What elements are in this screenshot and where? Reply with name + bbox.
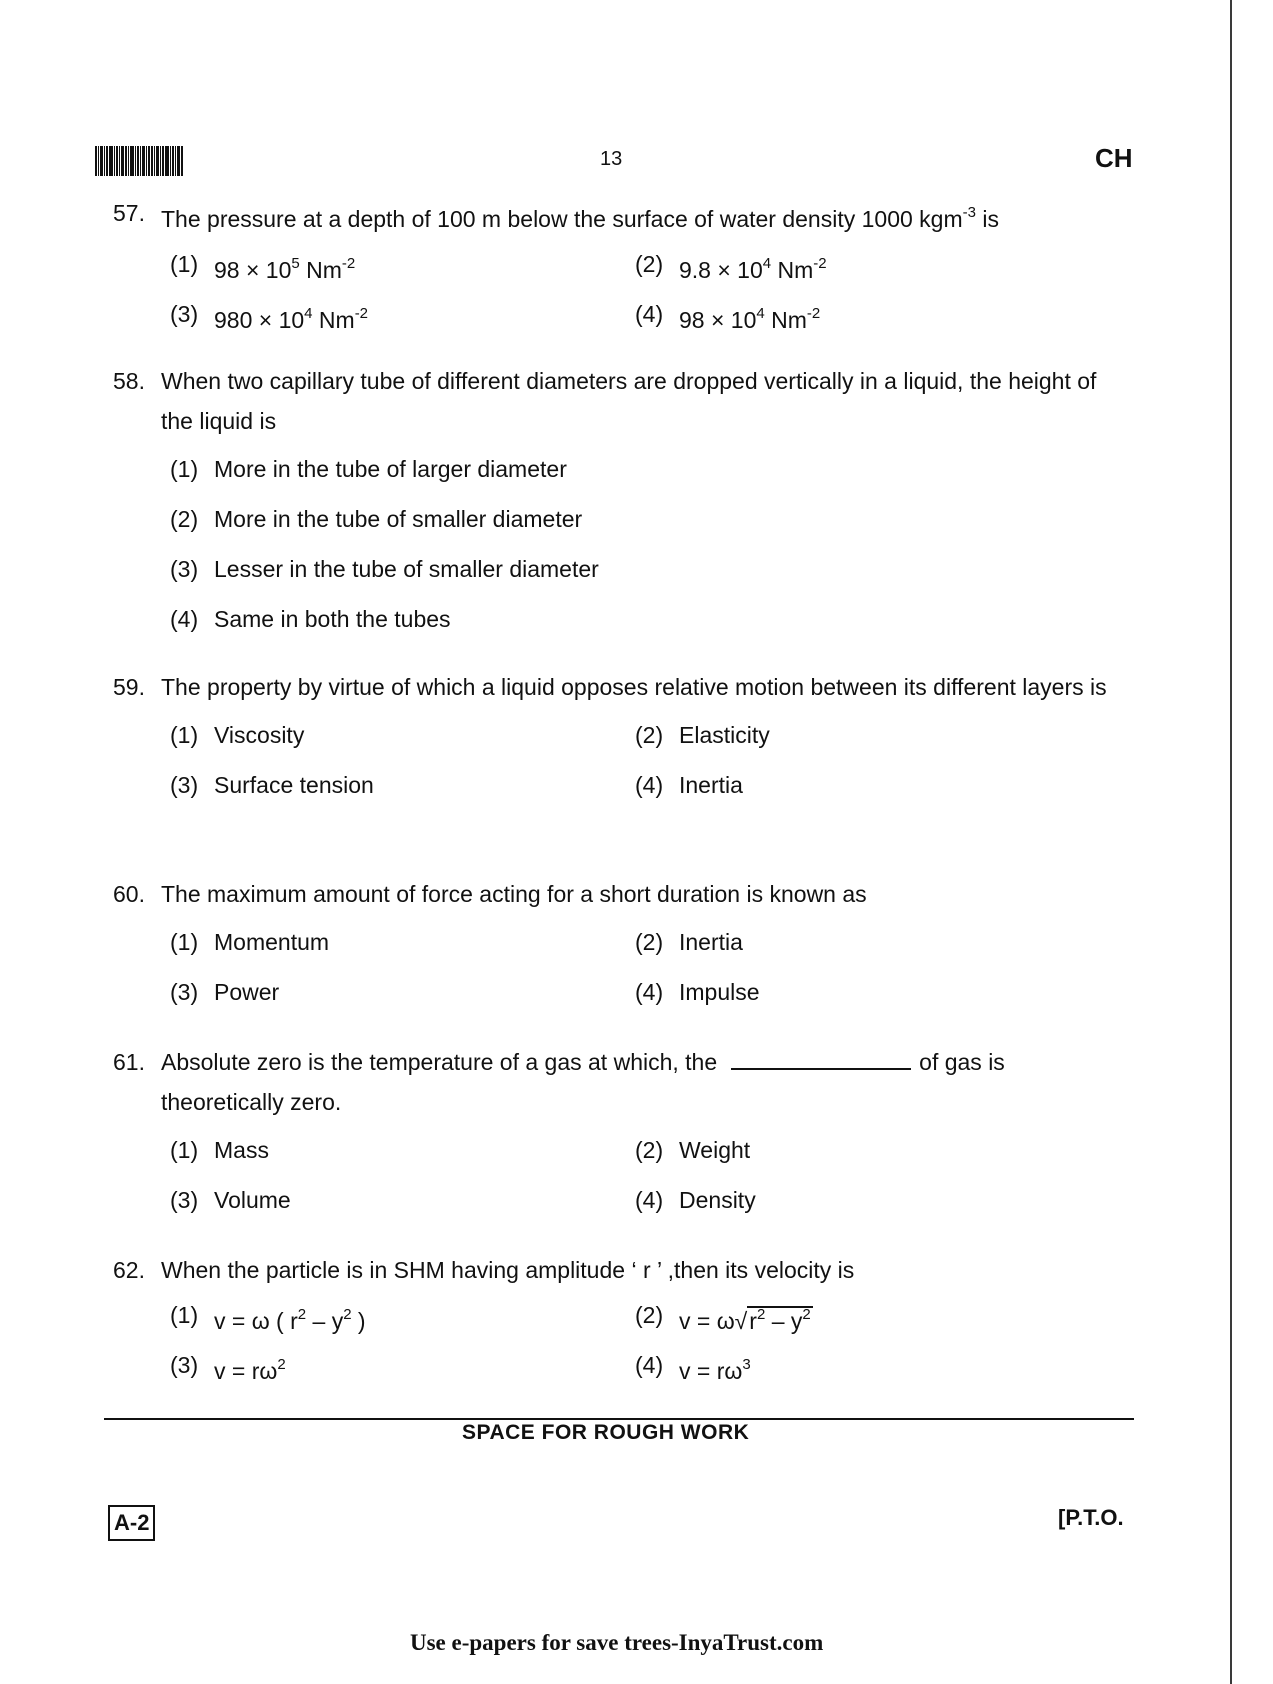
question-61 [113, 1042, 1113, 1225]
question-number: 62. [113, 1257, 145, 1283]
question-number: 59. [113, 674, 145, 700]
rough-work-label: SPACE FOR ROUGH WORK [462, 1421, 750, 1444]
question-text: When the particle is in SHM having amplitude ‘ r ’ ,then its velocity is [161, 1257, 855, 1283]
page-number: 13 [600, 148, 623, 170]
option-4: (4) $98 \times 10^4$ $Nm^{-2}$ [635, 301, 821, 333]
question-number: 58. [113, 368, 145, 394]
pto-label: [P.T.O. [1058, 1505, 1124, 1530]
question-number: 60. [113, 881, 145, 907]
question-57 [113, 193, 1113, 342]
option-2: (2) Weight [635, 1137, 751, 1163]
question-text: The property by virtue of which a liquid opposes relative motion between its different layers is [161, 674, 1107, 700]
question-number: 57. [113, 200, 145, 226]
option-2: (2) $9.8 \times 10^4$ $Nm^{-2}$ [635, 251, 827, 283]
option-2: (2) $v = \omega√r^2 - y^2$ [635, 1295, 813, 1341]
option-2: (2) More in the tube of smaller diameter [170, 506, 583, 532]
option-1: (1) More in the tube of larger diameter [170, 456, 567, 482]
option-1: (1) $98 \times 10^5$ $Nm^{-2}$ [170, 251, 356, 283]
question-62 [113, 1250, 1113, 1393]
option-1: (1) Mass [170, 1137, 269, 1163]
question-text: When two capillary tube of different diameters are dropped vertically in a liquid, the height of the liquid is [161, 368, 1097, 434]
option-4: (4) Density [635, 1187, 756, 1213]
footer-note: Use e-papers for save trees-InyaTrust.com [410, 1630, 824, 1655]
divider [104, 1418, 1134, 1420]
question-text: The pressure at a depth of 100 m below the surface of water density 1000 kgm$^{-3}$ is [161, 204, 999, 232]
option-4: (4) $v = r\omega^3$ [635, 1352, 751, 1384]
square-root-icon: $√r^2 - y^2$ [734, 1306, 811, 1334]
option-4: (4) Same in both the tubes [170, 606, 451, 632]
option-3: (3) $980 \times 10^4$ $Nm^{-2}$ [170, 301, 369, 333]
option-4: (4) Inertia [635, 772, 743, 798]
option-2: (2) Elasticity [635, 722, 770, 748]
option-3: (3) Volume [170, 1187, 291, 1213]
question-number: 61. [113, 1049, 145, 1075]
series-code: A-2 [108, 1505, 155, 1541]
option-2: (2) Inertia [635, 929, 743, 955]
option-3: (3) $v = r\omega^2$ [170, 1352, 286, 1384]
option-3: (3) Power [170, 979, 280, 1005]
page-edge-line [1230, 0, 1232, 1684]
option-1: (1) Viscosity [170, 722, 305, 748]
question-text: Absolute zero is the temperature of a gas at which, the of gas is theoretically zero. [161, 1049, 1005, 1115]
paper-code: CH [1095, 143, 1133, 173]
barcode-icon [95, 146, 187, 176]
fill-in-blank [731, 1050, 911, 1070]
question-58 [113, 361, 1113, 644]
question-text: The maximum amount of force acting for a short duration is known as [161, 881, 867, 907]
option-1: (1) Momentum [170, 929, 330, 955]
option-3: (3) Lesser in the tube of smaller diameter [170, 556, 599, 582]
option-1: (1) v = ω ( $r^2 - y^2$ ) [170, 1302, 366, 1334]
question-60 [113, 874, 1113, 1017]
option-3: (3) Surface tension [170, 772, 374, 798]
option-4: (4) Impulse [635, 979, 760, 1005]
question-59 [113, 667, 1113, 810]
